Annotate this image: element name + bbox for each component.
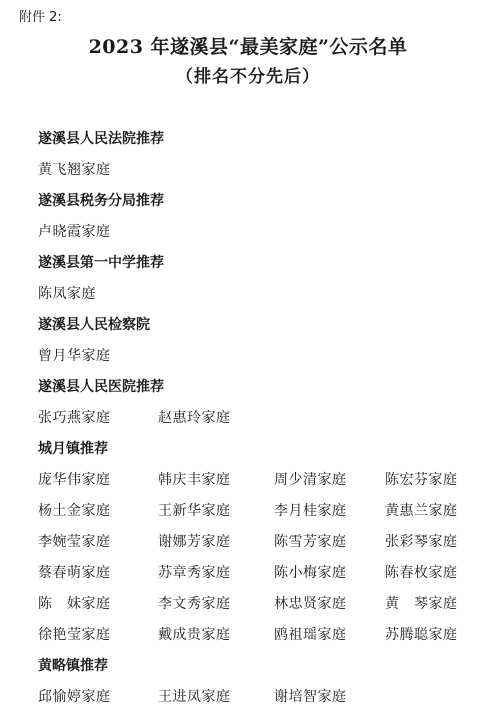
family-name: 周少清家庭	[274, 472, 347, 488]
family-name: 陈 妹家庭	[38, 596, 111, 612]
family-name: 韩庆丰家庭	[158, 472, 231, 488]
family-name: 邱愉婷家庭	[38, 689, 111, 705]
family-name: 苏章秀家庭	[158, 565, 231, 581]
name-row	[38, 408, 478, 428]
attachment-label: 附件 2:	[19, 10, 62, 25]
section-heading: 遂溪县人民检察院	[38, 317, 150, 333]
name-row	[38, 625, 478, 645]
name-row	[38, 284, 478, 304]
name-row	[38, 160, 478, 180]
document-title: 2023 年遂溪县“最美家庭”公示名单	[88, 36, 408, 58]
family-name: 徐艳莹家庭	[38, 627, 111, 643]
name-row	[38, 346, 478, 366]
family-name: 蔡春萌家庭	[38, 565, 111, 581]
family-name: 王进凤家庭	[158, 689, 231, 705]
family-name: 庞华伟家庭	[38, 472, 111, 488]
family-name: 杨土金家庭	[38, 503, 111, 519]
section-heading: 黄略镇推荐	[38, 658, 108, 674]
family-name: 赵惠玲家庭	[158, 410, 231, 426]
section-heading: 遂溪县第一中学推荐	[38, 255, 164, 271]
family-name: 陈小梅家庭	[274, 565, 347, 581]
document-subtitle: （排名不分先后）	[176, 67, 320, 87]
family-name: 张彩琴家庭	[385, 534, 458, 550]
section-heading: 遂溪县人民医院推荐	[38, 379, 164, 395]
family-name: 戴成贵家庭	[158, 627, 231, 643]
family-name: 王新华家庭	[158, 503, 231, 519]
family-name: 张巧燕家庭	[38, 410, 111, 426]
name-row	[38, 222, 478, 242]
name-row	[38, 470, 478, 490]
family-name: 李文秀家庭	[158, 596, 231, 612]
family-name: 陈凤家庭	[38, 286, 96, 302]
family-name: 曾月华家庭	[38, 348, 111, 364]
family-name: 苏腾聪家庭	[385, 627, 458, 643]
family-name: 黄飞翘家庭	[38, 162, 111, 178]
family-name: 鸥祖瑶家庭	[274, 627, 347, 643]
family-name: 陈春枚家庭	[385, 565, 458, 581]
section-heading: 遂溪县人民法院推荐	[38, 131, 164, 147]
name-row	[38, 687, 478, 707]
name-row	[38, 594, 478, 614]
section-heading: 城月镇推荐	[38, 441, 108, 457]
family-name: 谢培智家庭	[274, 689, 347, 705]
family-name: 李月桂家庭	[274, 503, 347, 519]
family-name: 李婉莹家庭	[38, 534, 111, 550]
family-name: 谢娜芳家庭	[158, 534, 231, 550]
family-name: 陈雪芳家庭	[274, 534, 347, 550]
family-name: 林忠贤家庭	[274, 596, 347, 612]
family-name: 黄惠兰家庭	[385, 503, 458, 519]
name-row	[38, 532, 478, 552]
name-row	[38, 563, 478, 583]
name-row	[38, 501, 478, 521]
family-name: 陈宏芬家庭	[385, 472, 458, 488]
family-name: 卢晓霞家庭	[38, 224, 111, 240]
family-name: 黄 琴家庭	[385, 596, 458, 612]
section-heading: 遂溪县税务分局推荐	[38, 193, 164, 209]
